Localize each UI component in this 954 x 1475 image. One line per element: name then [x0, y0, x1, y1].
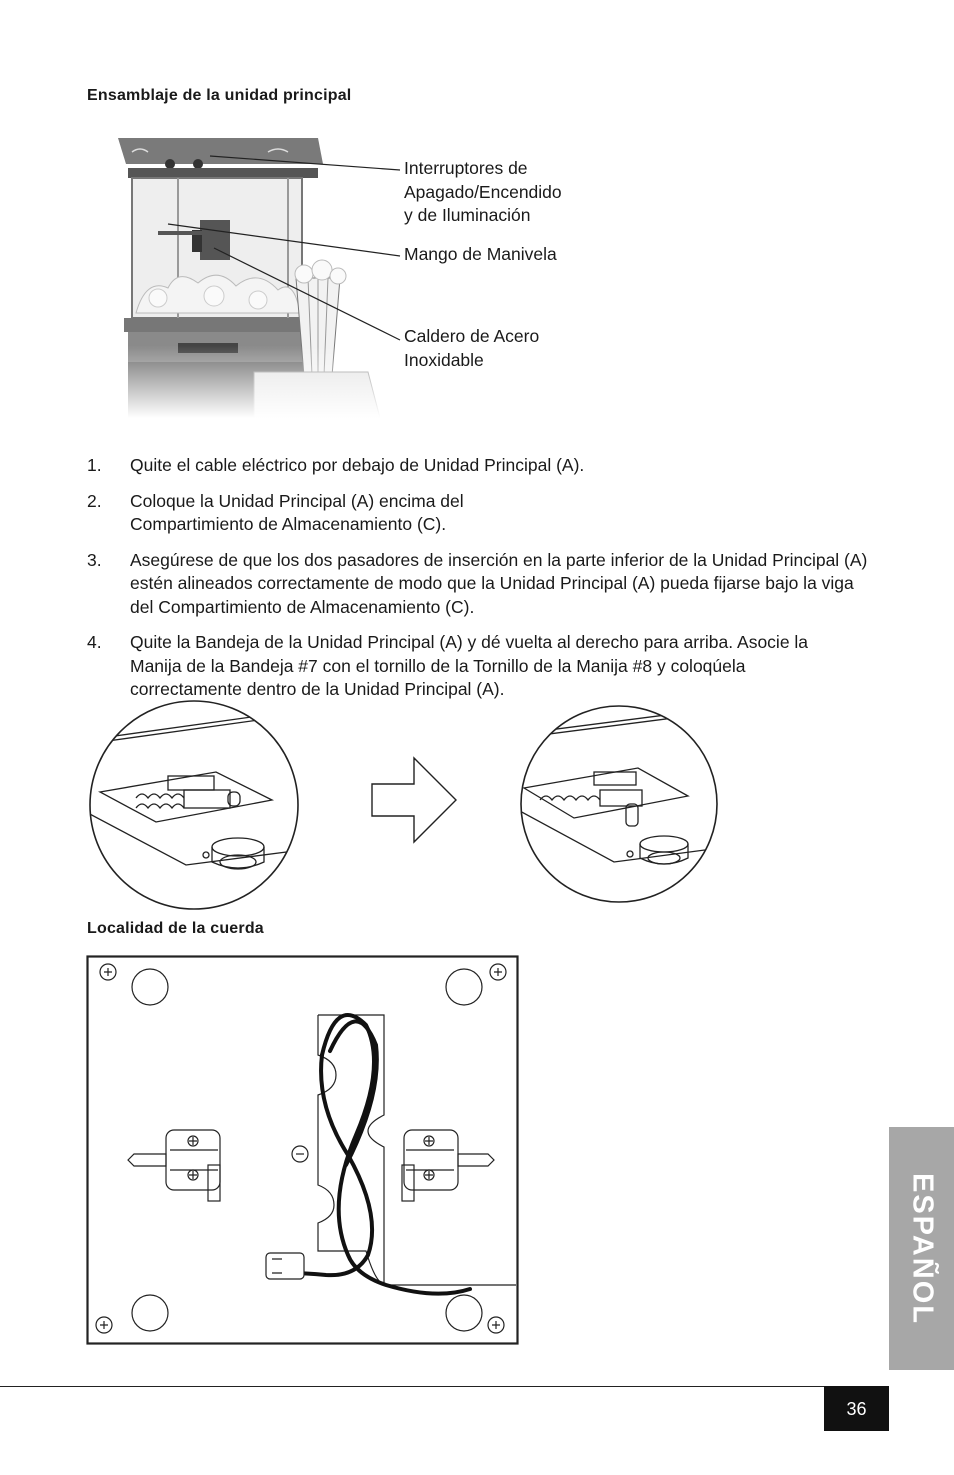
detail-before-illustration: [86, 700, 302, 910]
step-number: 1.: [87, 455, 102, 475]
right-arrow-icon: [370, 756, 460, 844]
callout-switches: Interruptores de Apagado/Encendido y de Iluminación: [404, 158, 562, 225]
callout-crank-handle: Mango de Manivela: [404, 244, 557, 264]
step-item: [87, 549, 877, 620]
step-text: Quite el cable eléctrico por debajo de Unidad Principal (A).: [130, 455, 585, 475]
step-number: 2.: [87, 490, 102, 511]
page-number: 36: [824, 1386, 889, 1431]
section-heading-assembly: Ensamblaje de la unidad principal: [87, 87, 352, 104]
detail-after-illustration: [518, 704, 720, 904]
step-text: Coloque la Unidad Principal (A) encima del Compartimiento de Almacenamiento (C).: [130, 490, 464, 534]
callout-kettle: Caldero de Acero Inoxidable: [404, 326, 540, 370]
popcorn-machine-illustration: [118, 128, 380, 418]
cord-location-diagram: [86, 955, 519, 1345]
step-item: [87, 490, 560, 537]
language-side-tab: [889, 1127, 954, 1370]
step-number: 3.: [87, 549, 102, 570]
step-text: Asegúrese de que los dos pasadores de inserción en la parte inferior de la Unidad Principal (A) estén alineados correctamente de modo que la Unidad Principal (A) pueda fijarse bajo la viga del Compartimiento de Almacenamiento (C).: [130, 549, 868, 617]
step-item: [87, 631, 850, 702]
step-item: [87, 454, 877, 478]
assembly-steps: [87, 454, 877, 714]
step-number: 4.: [87, 632, 102, 652]
language-label: ESPAÑOL: [906, 1172, 938, 1325]
step-text: Quite la Bandeja de la Unidad Principal (A) y dé vuelta al derecho para arriba. Asocie la Manija de la Bandeja #7 con el tornillo de la Tornillo de la Manija #8 y coloqúela correctamente dentro de la Unidad Principal (A).: [130, 632, 809, 699]
footer-rule: [0, 1386, 824, 1387]
section-heading-cord-location: Localidad de la cuerda: [87, 920, 264, 937]
